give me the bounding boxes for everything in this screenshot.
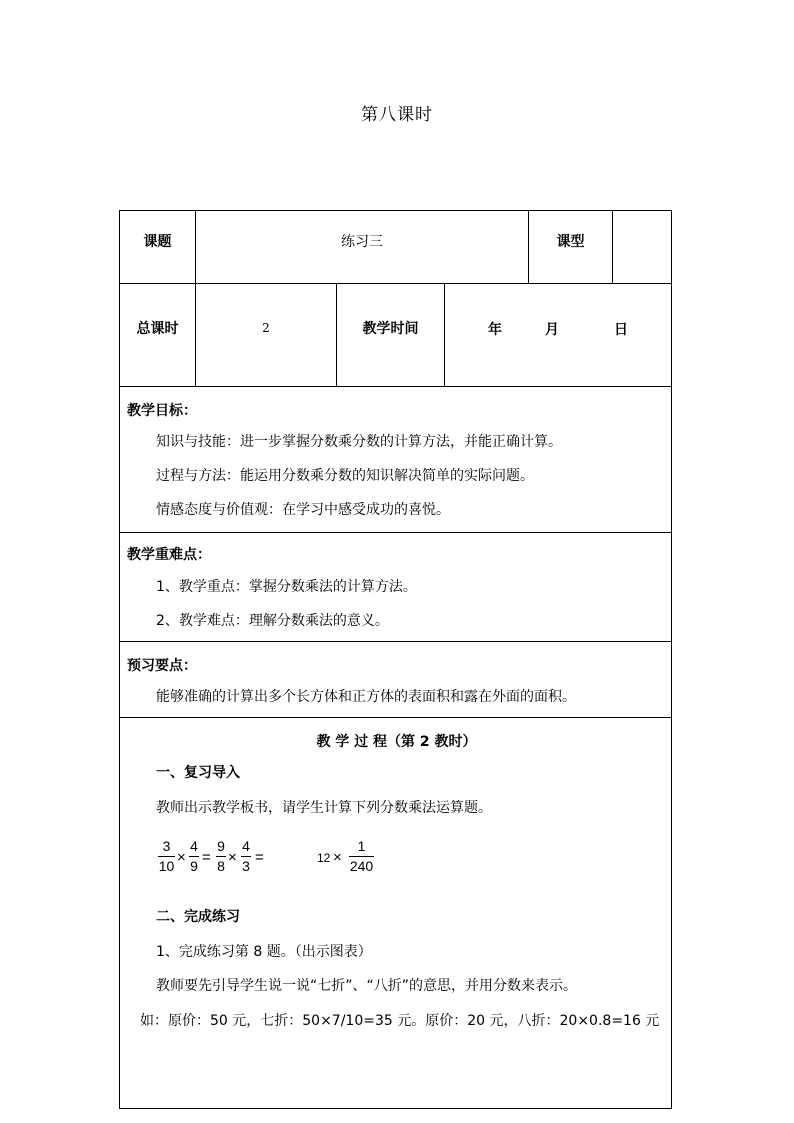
lesson-type-label: 课型 [556,234,585,250]
times-sign: × [333,849,342,866]
process-heading: 教 学 过 程（第 2 教时） [316,734,477,750]
row-divider [120,717,671,718]
total-hours-label: 总课时 [136,321,179,337]
guide-text: 教师要先引导学生说一说“七折”、“八折”的意思，并用分数来表示。 [156,978,578,994]
objective-item: 过程与方法：能运用分数乘分数的知识解决简单的实际问题。 [156,468,534,484]
objectives-heading: 教学目标： [127,403,197,419]
numerator: 9 [217,838,225,854]
lesson-plan-table [119,210,672,1109]
column-divider [444,283,445,386]
total-hours-value: 2 [262,321,270,335]
preview-heading: 预习要点： [127,658,197,674]
month-label: 月 [545,322,559,338]
fraction-bar [216,856,226,857]
section1-text: 教师出示教学板书，请学生计算下列分数乘法运算题。 [156,800,492,816]
row-divider [120,532,671,533]
keypoints-heading: 教学重难点： [127,547,211,563]
objective-item: 知识与技能：进一步掌握分数乘分数的计算方法，并能正确计算。 [156,434,562,450]
fraction-bar [189,856,199,857]
numerator: 1 [357,838,366,854]
times-sign: × [177,849,186,866]
fraction [158,838,175,875]
denominator: 9 [190,858,198,874]
row-divider [120,641,671,642]
equals-sign: = [255,849,264,866]
fraction-bar [158,856,175,857]
keypoint-item: 1、教学重点：掌握分数乘法的计算方法。 [156,579,417,595]
objective-item: 情感态度与价值观：在学习中感受成功的喜悦。 [156,502,450,518]
fraction-bar [349,856,374,857]
fraction-bar [241,856,251,857]
times-sign: × [228,849,237,866]
teaching-time-label: 教学时间 [362,321,419,337]
denominator: 10 [158,858,175,874]
denominator: 8 [217,858,225,874]
topic-label: 课题 [143,234,172,250]
fraction [216,838,226,875]
numerator: 4 [242,838,250,854]
denominator: 3 [242,858,250,874]
whole-number: 12 [317,851,331,865]
denominator: 240 [349,858,374,874]
fraction [189,838,199,875]
section2-title: 二、完成练习 [156,909,240,925]
row-divider [120,386,671,387]
page-title: 第八课时 [361,105,433,125]
section1-title: 一、复习导入 [156,765,240,781]
numerator: 3 [162,838,171,854]
day-label: 日 [614,322,628,338]
topic-value: 练习三 [341,234,383,250]
equals-sign: = [202,849,211,866]
fraction [349,838,374,875]
preview-text: 能够准确的计算出多个长方体和正方体的表面积和露在外面的面积。 [156,689,576,705]
numerator: 4 [190,838,198,854]
year-label: 年 [488,322,502,338]
fraction [241,838,251,875]
example-text: 如：原价：50 元，七折：50×7/10=35 元。原价：20 元，八折：20×0.8=16 元 [140,1013,660,1029]
keypoint-item: 2、教学难点：理解分数乘法的意义。 [156,613,389,629]
lesson-type-value [613,211,672,271]
exercise-item: 1、完成练习第 8 题。（出示图表） [156,944,372,960]
